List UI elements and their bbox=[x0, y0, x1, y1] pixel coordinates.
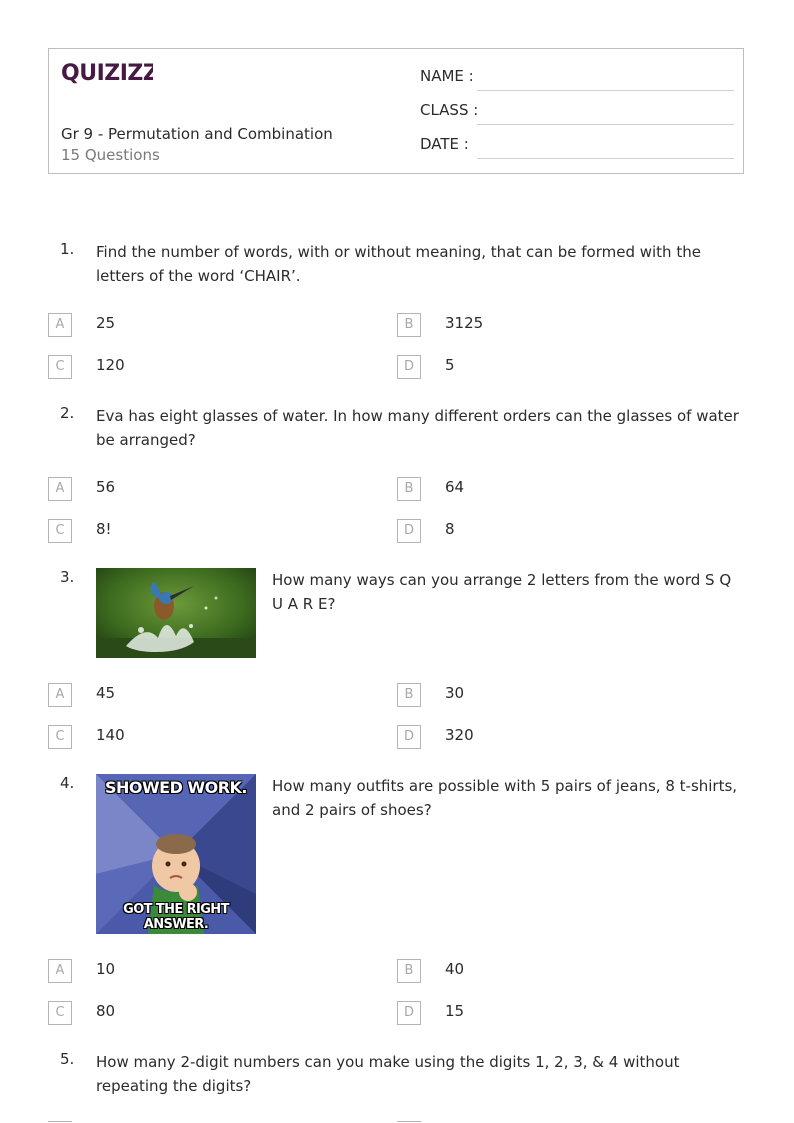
name-line[interactable] bbox=[477, 90, 734, 91]
date-line[interactable] bbox=[477, 158, 734, 159]
question-number: 3. bbox=[60, 568, 75, 586]
meme-top-caption: SHOWED WORK. bbox=[105, 778, 247, 797]
option-letter: D bbox=[397, 519, 421, 543]
option-letter: D bbox=[397, 1001, 421, 1025]
option-text: 10 bbox=[96, 960, 116, 978]
option-letter: D bbox=[397, 355, 421, 379]
worksheet-title: Gr 9 - Permutation and Combination bbox=[61, 125, 333, 143]
question-number: 5. bbox=[60, 1050, 75, 1068]
option-letter: C bbox=[48, 725, 72, 749]
question-text: How many 2-digit numbers can you make using the digits 1, 2, 3, & 4 without repeating the digits? bbox=[96, 1053, 680, 1095]
option-text: 45 bbox=[96, 684, 116, 702]
date-field[interactable] bbox=[420, 135, 734, 159]
option-a-partial[interactable] bbox=[48, 1121, 72, 1122]
option-text: 140 bbox=[96, 726, 125, 744]
option-letter: A bbox=[48, 313, 72, 337]
kingfisher-photo bbox=[96, 568, 256, 658]
option-letter: C bbox=[48, 355, 72, 379]
option-text: 30 bbox=[445, 684, 465, 702]
option-letter: B bbox=[397, 477, 421, 501]
date-label: DATE : bbox=[420, 135, 469, 153]
question-text: Eva has eight glasses of water. In how many different orders can the glasses of water be arranged? bbox=[96, 407, 739, 449]
option-letter: B bbox=[397, 313, 421, 337]
option-text: 8 bbox=[445, 520, 455, 538]
question-number: 2. bbox=[60, 404, 75, 422]
question-number: 4. bbox=[60, 774, 75, 792]
option-text: 5 bbox=[445, 356, 455, 374]
option-text: 25 bbox=[96, 314, 116, 332]
option-letter: A bbox=[48, 477, 72, 501]
option-letter: A bbox=[48, 959, 72, 983]
option-letter: D bbox=[397, 725, 421, 749]
question-count: 15 Questions bbox=[61, 146, 160, 164]
option-text: 320 bbox=[445, 726, 474, 744]
option-text: 15 bbox=[445, 1002, 465, 1020]
question-number: 1. bbox=[60, 240, 75, 258]
option-text: 64 bbox=[445, 478, 465, 496]
option-text: 80 bbox=[96, 1002, 116, 1020]
worksheet-header bbox=[48, 48, 744, 174]
class-label: CLASS : bbox=[420, 101, 479, 119]
option-letter: B bbox=[397, 959, 421, 983]
quizizz-logo bbox=[61, 57, 153, 91]
option-letter: A bbox=[48, 683, 72, 707]
class-field[interactable] bbox=[420, 101, 734, 125]
question-text: Find the number of words, with or without meaning, that can be formed with the letters of the word ‘CHAIR’. bbox=[96, 243, 701, 285]
class-line[interactable] bbox=[477, 124, 734, 125]
option-b-partial[interactable] bbox=[397, 1121, 421, 1122]
option-letter: C bbox=[48, 519, 72, 543]
name-label: NAME : bbox=[420, 67, 474, 85]
option-text: 40 bbox=[445, 960, 465, 978]
question-text: How many ways can you arrange 2 letters from the word S Q U A R E? bbox=[272, 571, 732, 613]
option-text: 56 bbox=[96, 478, 116, 496]
option-text: 3125 bbox=[445, 314, 484, 332]
question-text: How many outfits are possible with 5 pairs of jeans, 8 t-shirts, and 2 pairs of shoes? bbox=[272, 777, 738, 819]
meme-bottom-caption: GOT THE RIGHT ANSWER. bbox=[123, 902, 229, 932]
option-text: 120 bbox=[96, 356, 125, 374]
option-text: 8! bbox=[96, 520, 112, 538]
option-letter: C bbox=[48, 1001, 72, 1025]
svg-text:QUIZIZZ: QUIZIZZ bbox=[61, 61, 153, 86]
name-field[interactable] bbox=[420, 67, 734, 91]
option-letter: B bbox=[397, 683, 421, 707]
